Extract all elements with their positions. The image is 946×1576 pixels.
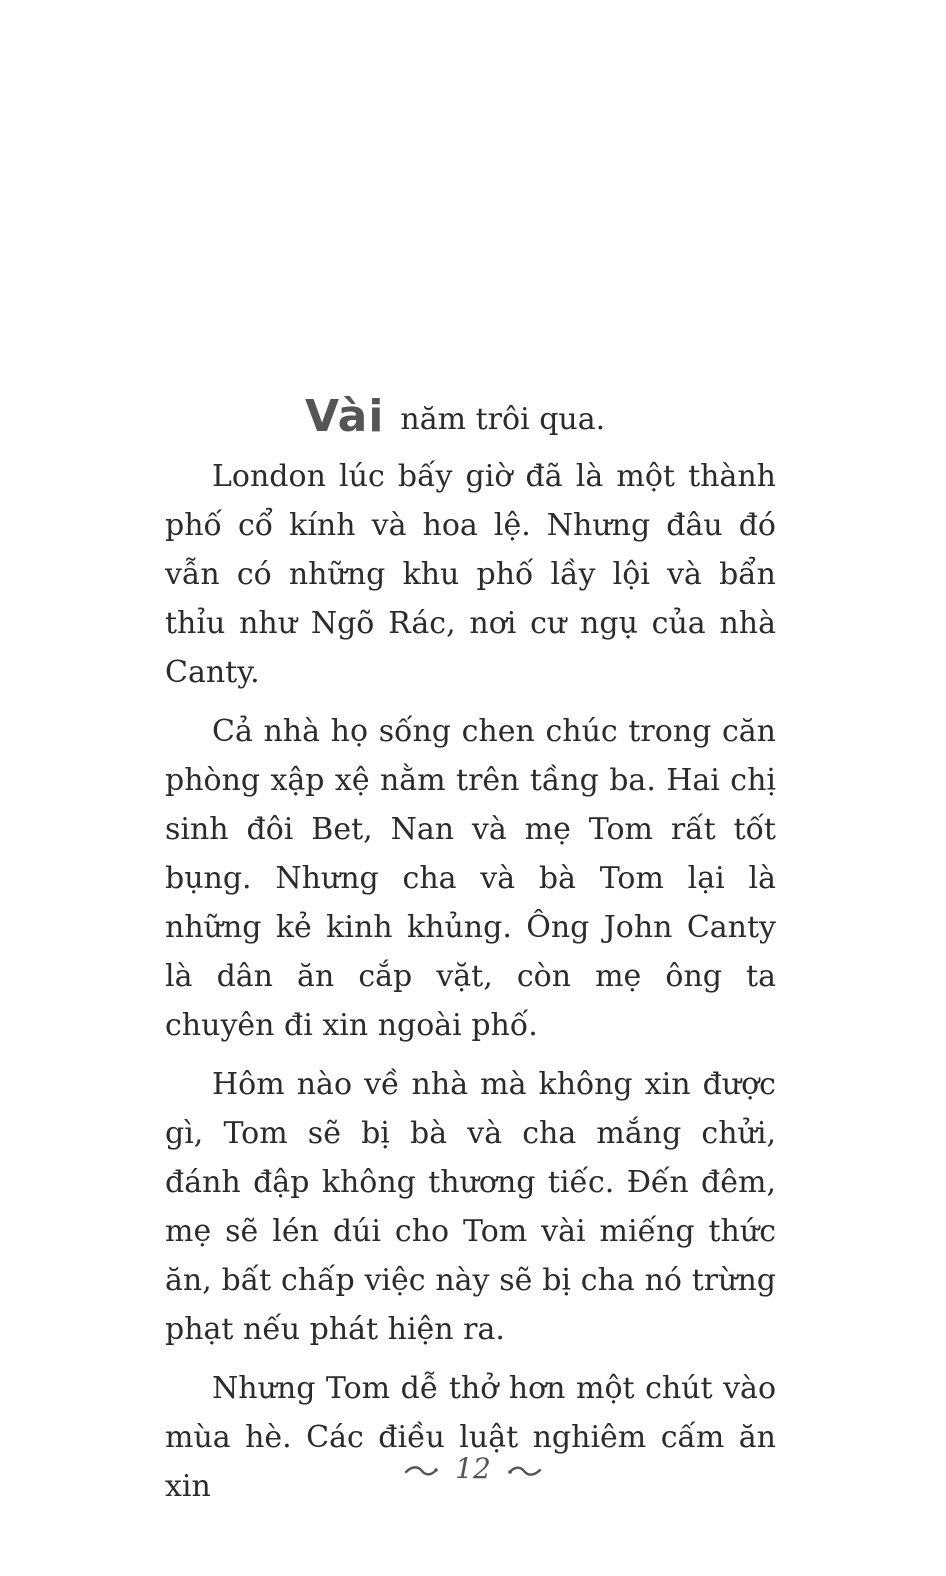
opening-drop-word: Vài xyxy=(305,391,385,442)
page-footer xyxy=(0,1450,946,1485)
paragraph-2: Cả nhà họ sống chen chúc trong căn phòng xập xệ nằm trên tầng ba. Hai chị sinh đôi Bet, Nan và mẹ Tom rất tốt bụng. Nhưng cha và bà Tom lại là những kẻ kinh khủng. Ông John Canty là dân ăn cắp vặt, còn mẹ ông ta chuyên đi xin ngoài phố. xyxy=(165,714,776,1043)
swash-left-icon xyxy=(404,1452,438,1485)
swash-right-icon xyxy=(508,1452,542,1485)
page-number: 12 xyxy=(455,1452,491,1485)
paragraph-3: Hôm nào về nhà mà không xin được gì, Tom sẽ bị bà và cha mắng chửi, đánh đập không thương tiếc. Đến đêm, mẹ sẽ lén dúi cho Tom vài miếng thức ăn, bất chấp việc này sẽ bị cha nó trừng phạt nếu phát hiện ra. xyxy=(165,1067,776,1347)
paragraph-4: Nhưng Tom dễ thở hơn một chút vào mùa hè. Các điều luật nghiêm cấm ăn xin xyxy=(165,1371,776,1504)
opening-rest: năm trôi qua. xyxy=(400,402,606,437)
paragraph-1: London lúc bấy giờ đã là một thành phố cổ kính và hoa lệ. Nhưng đâu đó vẫn có những khu phố lầy lội và bẩn thỉu như Ngõ Rác, nơi cư ngụ của nhà Canty. xyxy=(165,459,776,690)
body-text xyxy=(165,392,776,1521)
opening-line xyxy=(165,392,776,444)
